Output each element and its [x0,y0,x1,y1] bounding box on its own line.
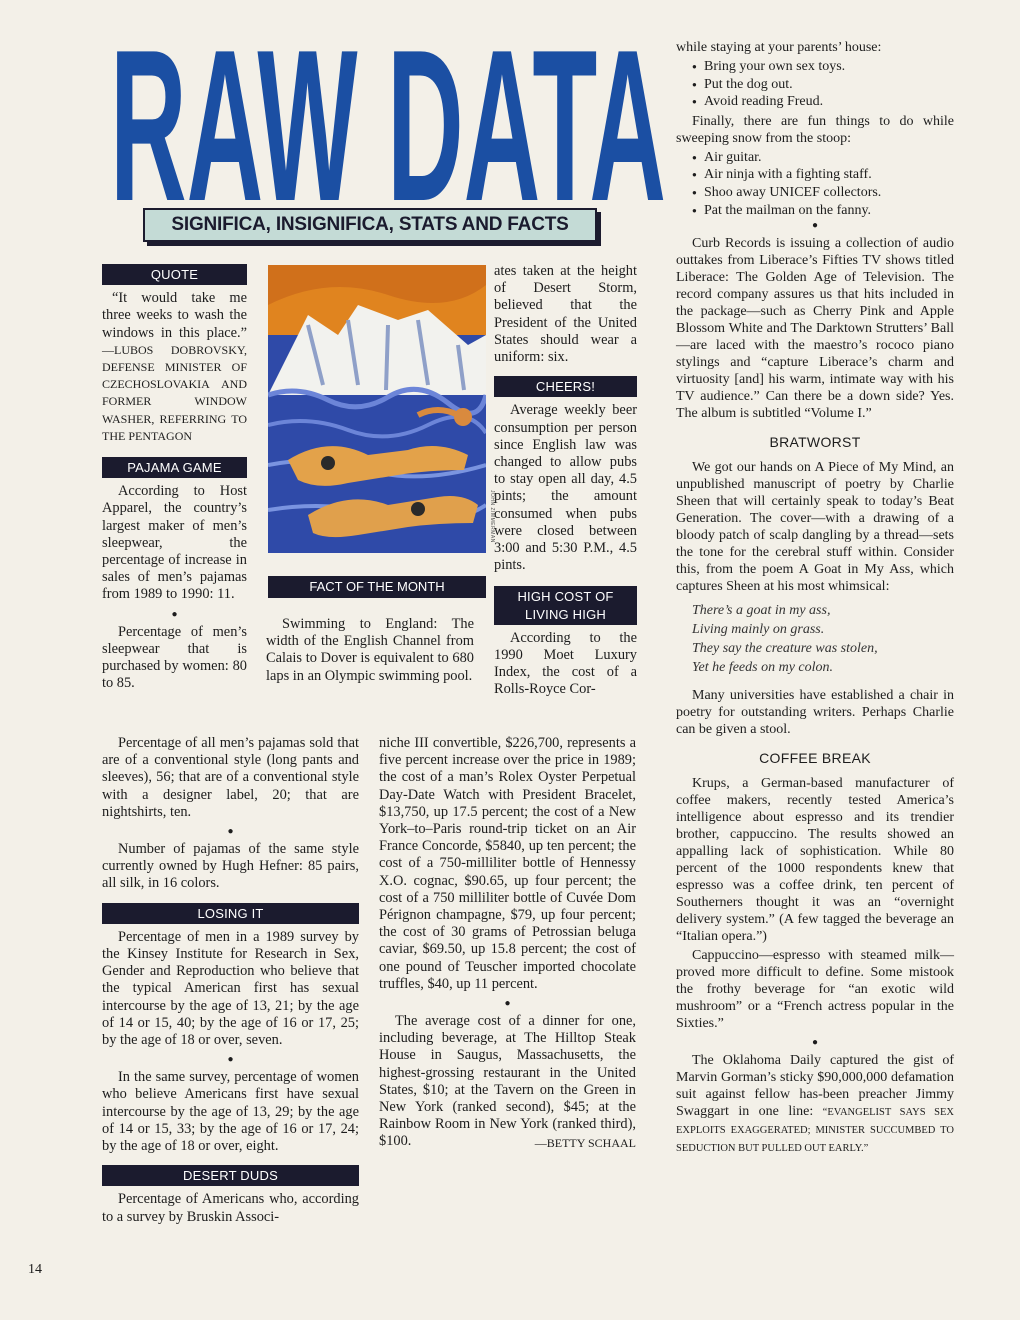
swimmer-illustration [268,265,486,553]
page-title [108,30,668,206]
cheers-header: CHEERS! [494,376,637,397]
poem-line: There’s a goat in my ass, [692,603,831,619]
bratworst-text: We got our hands on A Piece of My Mind, an unpublished manuscript of poetry by Charlie Sheen that will certainly speak to today’s Beat Generation. The cover—with a drawing of a bloody patch of scalp dangling by a thread—sets the tone for the cerebral stuff within. Consider this, from the poem A Goat in My Ass, which captures Sheen at his most whimsical: [676,460,954,595]
snow-intro: Finally, there are fun things to do while sweeping snow from the stoop: [676,113,954,146]
hefner-pajamas-text: Number of pajamas of the same style currently owned by Hugh Hefner: 85 pairs, all silk, in 16 colors. [102,841,359,892]
bullet-divider: ● [227,826,234,838]
poem-line: Living mainly on grass. [692,622,825,638]
third-column-upper [494,263,637,705]
parents-house-intro: while staying at your parents’ house: [676,40,882,55]
desert-duds-text: Percentage of Americans who, according to a survey by Bruskin Associ- [102,1191,359,1225]
quote-text [102,290,247,445]
subtitle: SIGNIFICA, INSIGNIFICA, STATS AND FACTS [171,214,569,235]
dinner-cost-text [379,1013,636,1151]
list-item: ● Air guitar. [676,149,954,167]
byline: —BETTY SCHAAL [534,1136,636,1151]
snow-list [676,149,954,219]
losing-it-paragraph-1: Percentage of men in a 1989 survey by the Kinsey Institute for Research in Sex, Gender and Reproduction who believe that the typical American first has sexual intercourse by the age of 13, 21; by the age of 14 or 15, 40; by the age of 16 or 17, 25; by the age of 18 or over, seven. [102,928,359,1049]
page-number: 14 [28,1262,42,1277]
list-item: ● Air ninja with a fighting staff. [676,166,954,184]
poem-line: They say the creature was stolen, [692,641,878,657]
oklahoma-body: The Oklahoma Daily captured the gist of Marvin Gorman’s sticky $90,000,000 defamation suit against fellow has-been preacher Jimmy Swaggart in one line: [676,1053,954,1120]
bullet-divider: ● [504,998,511,1010]
lower-middle-column [379,735,636,1153]
list-item: ● Pat the mailman on the fanny. [676,202,954,220]
fact-text-block [266,616,474,691]
bullet-divider: ● [171,608,178,620]
dinner-cost-body: The average cost of a dinner for one, including beverage, at The Hilltop Steak House in Saugus, Massachusetts, the highest-grossing restaurant in the United States, $10; at the Tavern on the Green in New York (ranked second), $45; at the Rainbow Room in New York (ranked third), $100. [379,1013,636,1150]
left-upper-column [102,256,247,698]
poem-line: Yet he feeds on my colon. [692,660,834,676]
high-cost-text-start: According to the 1990 Moet Luxury Index, the cost of a Rolls-Royce Cor- [494,629,637,698]
oklahoma-quote: “EVANGELIST SAYS SEX EXPLOITS EXAGGERATED; MINISTER SUCCUMBED TO SEDUCTION BUT PULLED OUT EARLY.” [676,1107,954,1155]
cheers-text: Average weekly beer consumption per person since English law was changed to allow pubs to stay open all day, 4.5 pints; the amount consumed when pubs were closed between 3:00 and 5:30 P.M., 4.5 pints. [494,402,637,574]
pajama-styles-text: Percentage of all men’s pajamas sold that are of a conventional style (long pants and sleeves), 56; that are of a conventional style with a designer label, 20; that are nightshirts, ten. [102,735,359,820]
coffee-paragraph-1: Krups, a German-based manufacturer of coffee makers, recently tested America’s intelligence about espresso and its trendier brother, cappuccino. The results showed an appalling lack of sophistication. While 80 percent of the 1000 respondents knew that espresso was a coffee drink, ten percent of Southerners thought it was an “overnight delivery system.” (A few tagged the beverage an “Italian opera.”) [676,776,954,945]
parents-house-list [676,58,954,111]
bratworst-closing: Many universities have established a chair in poetry for outstanding writers. Perhaps Charlie can be given a stool. [676,688,954,738]
oklahoma-text [676,1052,954,1157]
quote-body: “It would take me three weeks to wash the windows in this place.” [102,290,247,341]
liberace-text: Curb Records is issuing a collection of audio outtakes from Liberace’s Fifties TV shows titled Liberace: The Golden Age of Television. The record company assures us that hits included in the package—such as Cherry Pink and Apple Blossom White and The Darktown Strutters’ Ball—are laced with the maestro’s rococo piano stylings and “capture Liberace’s charm and virtuosity [and] his warm, intimate way with his TV audience.” Can there be a down side? Yes. The album is subtitled “Volume I.” [676,236,954,422]
bratworst-header: BRATWORST [769,434,861,451]
lower-left-column [102,735,359,1232]
list-item: ● Bring your own sex toys. [676,58,954,76]
coffee-paragraph-2: Cappuccino—espresso with steamed milk—proved more difficult to define. Some mistook the frothy beverage for “an exotic wild mushroom” or a “French actress popular in the Sixties.” [676,948,954,1032]
title-text: RAW DATA [110,30,666,206]
art-credit: JOHN ZIMMERMAN [489,490,495,543]
luxury-index-text: niche III convertible, $226,700, represents a five percent increase over the price in 1989; the cost of a man’s Rolex Oyster Perpetual Day-Date Watch with President Bracelet, $13,750, up 17.5 percent; the cost of a New York–to–Paris round-trip ticket on an Air France Concorde, $5840, up ten percent; the cost of a 750-milliliter bottle of Hennessy X.O. cognac, $90.65, up four percent; the cost of a 750 milliliter bottle of Cuvée Dom Pérignon champagne, $79, up four percent; the cost of 30 grams of Petrossian beluga caviar, $69.50, up 15.8 percent; the cost of one pound of Teuscher imported chocolate truffles, $40, up 11 percent. [379,735,636,992]
subtitle-box [143,208,597,242]
pajama-paragraph-2: Percentage of men’s sleepwear that is purchased by women: 80 to 85. [102,623,247,692]
pajama-header: PAJAMA GAME [102,457,247,478]
list-item: ● Avoid reading Freud. [676,93,954,111]
pajama-paragraph-1: According to Host Apparel, the country’s largest maker of men’s sleepwear, the percentage of increase in sales of men’s pajamas from 1989 to 1990: 11. [102,483,247,603]
desert-duds-header: DESERT DUDS [102,1165,359,1186]
bullet-divider: ● [811,220,819,232]
fact-text: Swimming to England: The width of the English Channel from Calais to Dover is equivalent to 680 laps in an Olympic swimming pool. [266,616,474,684]
high-cost-header: HIGH COST OF LIVING HIGH [494,586,637,624]
right-column [676,39,954,1163]
bullet-divider: ● [227,1054,234,1066]
losing-it-header: LOSING IT [102,903,359,924]
bullet-divider: ● [811,1037,819,1049]
coffee-break-header: COFFEE BREAK [759,750,871,767]
desert-duds-continued: ates taken at the height of Desert Storm, believed that the President of the United States should wear a uniform: six. [494,263,637,366]
quote-attribution: —LUBOS DOBROVSKY, DEFENSE MINISTER OF CZECHOSLOVAKIA AND FORMER WINDOW WASHER, REFERRING TO THE PENTAGON [102,342,247,443]
losing-it-paragraph-2: In the same survey, percentage of women who believe Americans first have sexual intercourse by the age of 13, 29; by the age of 14 or 15, 33; by the age of 16 or 17, 24; by the age of 18 or over, eight. [102,1069,359,1155]
list-item: ● Put the dog out. [676,76,954,94]
quote-header: QUOTE [102,264,247,285]
poem [676,601,954,677]
fact-of-month-header: FACT OF THE MONTH [268,576,486,598]
list-item: ● Shoo away UNICEF collectors. [676,184,954,202]
